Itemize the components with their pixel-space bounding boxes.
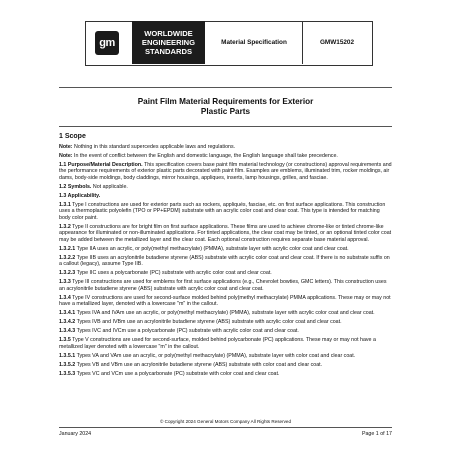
paragraph-text: Type IIB uses an acrylonitrile butadiene styrene (ABS) substrate with acrylic color coat and clear coat. If there is no substrate suffix on a callout (legacy), assume Type IIB. [59, 254, 390, 267]
paragraph-text: Types VC and VCm use a polycarbonate (PC) substrate with color coat and clear coat. [75, 370, 280, 377]
paragraph-text: Nothing in this standard supercedes applicable laws and regulations. [72, 143, 236, 150]
paragraph [59, 224, 392, 244]
paragraph-text: This specification covers base paint film material technology (or constructions) approval requirements and the performance requirements of exterior plastic parts decorated with paint film. Examples are emblems, illuminated trim, rocker moldings, air dams, body-side moldings, body claddings, mirror housings, appliques, inserts, lamp housings, grilles, and fasciae. [59, 161, 392, 181]
paragraph [59, 295, 392, 308]
paragraph-lead: 1.3.4.1 [59, 310, 76, 316]
divider-mid [59, 126, 392, 127]
paragraph-text: Types IVB and IVBm use an acrylonitrile butadiene styrene (ABS) substrate with acrylic color coat and clear coat. [75, 319, 342, 325]
paragraph-lead: 1.3.2 [59, 223, 71, 230]
paragraph-text: Type II constructions are for bright film on first surface applications. These films are used to achieve chrome-like or tinted chrome-like appearance for illuminated or non-illuminated applications. For tinted applications, the clear coat may be tinted, or an optional tinted color coat may be added between the metallized layer and the clear coat. Each optional construction requires separate base material approval. [59, 223, 392, 243]
divider-footer [59, 427, 392, 428]
paragraph [59, 153, 392, 160]
spec-label: Material Specification [206, 21, 303, 64]
paragraph [59, 328, 392, 335]
paragraph-lead: 1.3.1 [59, 201, 71, 208]
paragraph-lead: 1.3.4 [59, 294, 71, 301]
paragraph-lead: 1.3.5.3 [59, 370, 76, 377]
paragraph-text: Types IVA and IVAm use an acrylic, or poly(methyl methacrylate) (PMMA), substrate layer with acrylic color coat and clear coat. [75, 310, 375, 316]
paragraph-lead: 1.3.2.1 [59, 245, 76, 252]
paragraph-text: Type III constructions are used for emblems for first surface applications (e.g., Chevrolet bowties, GMC letters). This construction uses an acrylonitrile butadiene styrene (ABS) substrate with acrylic color coat and clear coat. [59, 279, 387, 292]
paragraph-lead: 1.1 Purpose/Material Description. [59, 161, 143, 168]
paragraph [59, 202, 392, 222]
footer-page-number: Page 1 of 17 [361, 431, 392, 437]
paragraph-text: Types VB and VBm use an acrylonitrile butadiene styrene (ABS) substrate with color coat and clear coat. [75, 361, 323, 368]
paragraph [59, 193, 392, 200]
paragraph-lead: 1.3.4.3 [59, 328, 76, 334]
paragraph [59, 270, 392, 277]
paragraph-lead: Note: [59, 143, 73, 150]
document-title-line-1: Paint Film Material Requirements for Exterior [137, 97, 314, 106]
paragraph [59, 279, 392, 292]
title-line-3: STANDARDS [144, 47, 193, 56]
document-title [59, 97, 392, 117]
document-title-line-2: Plastic Parts [200, 107, 251, 116]
paragraph-list [59, 144, 392, 378]
paragraph [59, 337, 392, 350]
paragraph-text: Type IIA uses an acrylic, or poly(methyl methacrylate) (PMMA), substrate layer with acrylic color coat and clear coat. [75, 245, 349, 252]
paragraph-lead: 1.2 Symbols. [59, 183, 92, 190]
paragraph [59, 362, 392, 369]
paragraph [59, 255, 392, 268]
paragraph [59, 246, 392, 253]
paragraph-text: Type V constructions are used for second-surface, molded behind polycarbonate (PC) applications. These may or may not have a metallized layer denoted with a lowercase "m" in the callout. [59, 337, 376, 350]
paragraph-lead: 1.3.4.2 [59, 319, 76, 325]
paragraph-lead: Note: [59, 152, 73, 159]
paragraph [59, 371, 392, 378]
paragraph-text: Types IVC and IVCm use a polycarbonate (PC) substrate with acrylic color coat and clear coat. [75, 328, 299, 334]
standards-title [132, 21, 205, 64]
paragraph-lead: 1.3.5 [59, 337, 71, 343]
section-heading: 1 Scope [59, 133, 86, 140]
paragraph-text: Not applicable. [91, 183, 128, 190]
paragraph [59, 319, 392, 326]
paragraph [59, 184, 392, 191]
paragraph [59, 310, 392, 317]
copyright-notice: © Copyright 2024 General Motors Company All Rights Reserved [159, 419, 292, 424]
paragraph-lead: 1.3.2.2 [59, 254, 76, 261]
paragraph-lead: 1.3 Applicability. [59, 192, 101, 199]
logo-cell [85, 21, 129, 64]
paragraph-text: Type IV constructions are used for second-surface molded behind poly(methyl methacrylate) PMMA applications. These may or may not have a metallized layer, denoted with a lowercase "m" in the callout. [59, 294, 391, 307]
footer-date: January 2024 [59, 431, 92, 437]
paragraph-lead: 1.3.5.1 [59, 352, 76, 359]
paragraph-lead: 1.3.2.3 [59, 270, 76, 276]
paragraph-text: Type IIC uses a polycarbonate (PC) substrate with acrylic color coat and clear coat. [75, 270, 272, 276]
paragraph-lead: 1.3.5.2 [59, 361, 76, 368]
paragraph [59, 162, 392, 182]
document-body [59, 134, 392, 380]
paragraph-lead: 1.3.3 [59, 279, 71, 285]
paragraph [59, 144, 392, 151]
title-line-2: ENGINEERING [141, 38, 196, 47]
paragraph [59, 353, 392, 360]
spec-number: GMW15202 [319, 39, 355, 46]
title-line-1: WORLDWIDE [144, 29, 193, 38]
paragraph-text: Type I constructions are used for exterior parts such as rockers, appliqués, fasciae, etc. on first surface applications. This construction uses a thermoplastic polyolefin (TPO or PP+EPDM) substrate with an acrylic color coat and clear coat. This type is intended for matching body color paint. [59, 201, 386, 221]
paragraph-text: In the event of conflict between the English and domestic language, the English language shall take precedence. [72, 152, 338, 159]
paragraph-text: Types VA and VAm use an acrylic, or poly(methyl methacrylate) (PMMA), substrate layer with color coat and clear coat. [75, 352, 356, 359]
divider-top [59, 87, 392, 88]
gm-logo: gm [95, 31, 119, 55]
